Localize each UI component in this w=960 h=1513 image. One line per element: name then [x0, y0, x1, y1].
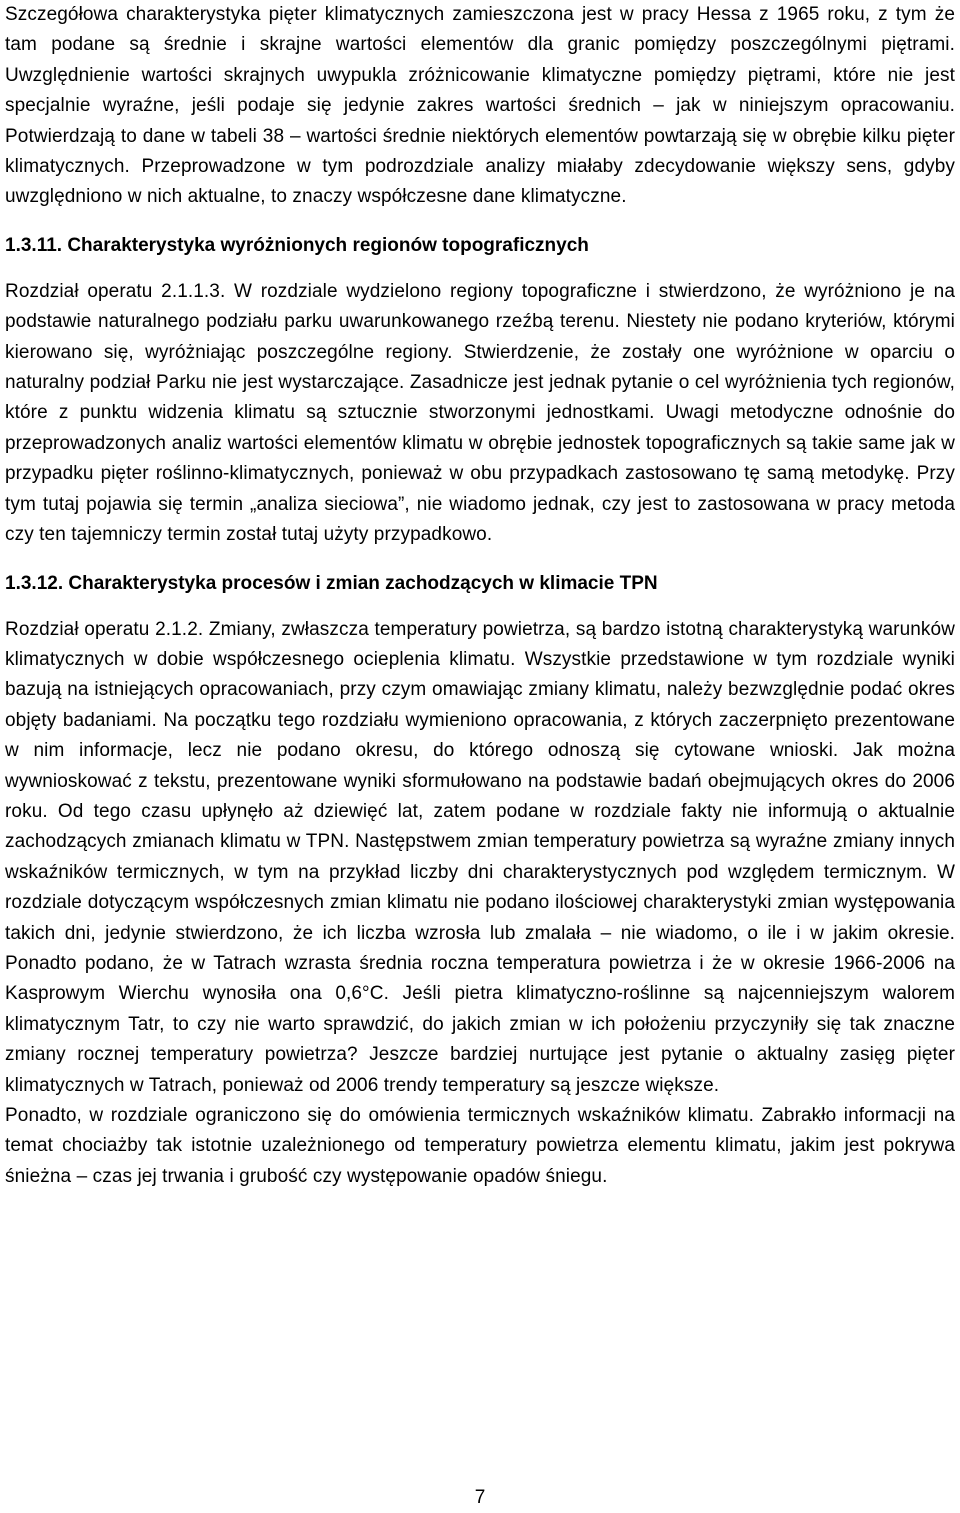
section-1-3-11-paragraph: Rozdział operatu 2.1.1.3. W rozdziale wydzielono regiony topograficzne i stwierdzono, że wyróżniono je na podstawie naturalnego podziału parku uwarunkowanego rzeźbą terenu. Niestety nie podano kryteriów, którymi kierowano się, wyróżniając poszczególne regiony. Stwierdzenie, że zostały one wyróżnione w oparciu o naturalny podział Parku nie jest wystarczające. Zasadnicze jest jednak pytanie o cel wyróżnienia tych regionów, które z punktu widzenia klimatu są sztucznie stworzonymi jednostkami. Uwagi metodyczne odnośnie do przeprowadzonych analiz wartości elementów klimatu w obrębie jednostek topograficznych są takie same jak w przypadku pięter roślinno-klimatycznych, ponieważ w obu przypadkach zastosowano tę samą metodykę. Przy tym tutaj pojawia się termin „analiza sieciowa”, nie wiadomo jednak, czy jest to zastosowana w pracy metoda czy ten tajemniczy termin został tutaj użyty przypadkowo. [5, 280, 955, 546]
section-1-3-12-paragraph-2: Ponadto, w rozdziale ograniczono się do omówienia termicznych wskaźników klimatu. Zabrakło informacji na temat chociażby tak istotnie uzależnionego od temperatury powietrza elementu klimatu, jakim jest pokrywa śnieżna – czas jej trwania i grubość czy występowanie opadów śniegu. [5, 1105, 955, 1187]
section-1-3-12-paragraph-1: Rozdział operatu 2.1.2. Zmiany, zwłaszcza temperatury powietrza, są bardzo istotną charakterystyką warunków klimatycznych w dobie współczesnego ocieplenia klimatu. Wszystkie przedstawione w tym rozdziale wyniki bazują na istniejących opracowaniach, przy czym omawiając zmiany klimatu, należy bezwzględnie podać okres objęty badaniami. Na początku tego rozdziału wymieniono opracowania, z których zaczerpnięto prezentowane w nim informacje, lecz nie podano okresu, do którego odnoszą się cytowane wnioski. Jak można wywnioskować z tekstu, prezentowane wyniki sformułowano na podstawie badań obejmujących okres do 2006 roku. Od tego czasu upłynęło aż dziewięć lat, zatem podane w rozdziale fakty nie informują o aktualnie zachodzących zmianach klimatu w TPN. Następstwem zmian temperatury powietrza są wyraźne zmiany innych wskaźników termicznych, w tym na przykład liczby dni charakterystycznych pod względem termicznym. W rozdziale dotyczącym współczesnych zmian klimatu nie podano ilościowej charakterystyki zmian występowania takich dni, jedynie stwierdzono, że ich liczba wzrosła lub zmalała – nie wiadomo, o ile i w jakim okresie. Ponadto podano, że w Tatrach wzrasta średnia roczna temperatura powietrza i że w okresie 1966-2006 na Kasprowym Wierchu wynosiła ona 0,6°C. Jeśli pietra klimatyczno-roślinne są najcenniejszym walorem klimatycznym Tatr, to czy nie warto sprawdzić, do jakich zmian w ich położeniu przyczyniły się tak znaczne zmiany rocznej temperatury powietrza? Jeszcze bardziej nurtujące jest pytanie o aktualny zasięg pięter klimatycznych w Tatrach, ponieważ od 2006 trendy temperatury są jeszcze większe. [5, 618, 955, 1096]
section-heading-1-3-12: 1.3.12. Charakterystyka procesów i zmian zachodzących w klimacie TPN [5, 572, 658, 594]
intro-paragraph: Szczegółowa charakterystyka pięter klimatycznych zamieszczona jest w pracy Hessa z 1965 roku, z tym że tam podane są średnie i skrajne wartości elementów dla granic pomiędzy poszczególnymi piętrami. Uwzględnienie wartości skrajnych uwypukla zróżnicowanie klimatyczne pomiędzy piętrami, które nie jest specjalnie wyraźne, jeśli podaje się jedynie zakres wartości średnich – jak w niniejszym opracowaniu. Potwierdzają to dane w tabeli 38 – wartości średnie niektórych elementów powtarzają się w obrębie kilku pięter klimatycznych. Przeprowadzone w tym podrozdziale analizy miałaby zdecydowanie większy sens, gdyby uwzględniono w nich aktualne, to znaczy współczesne dane klimatyczne. [5, 4, 955, 208]
document-page [5, 0, 955, 1192]
page-number: 7 [474, 1487, 486, 1508]
section-heading-1-3-11: 1.3.11. Charakterystyka wyróżnionych regionów topograficznych [5, 234, 589, 256]
